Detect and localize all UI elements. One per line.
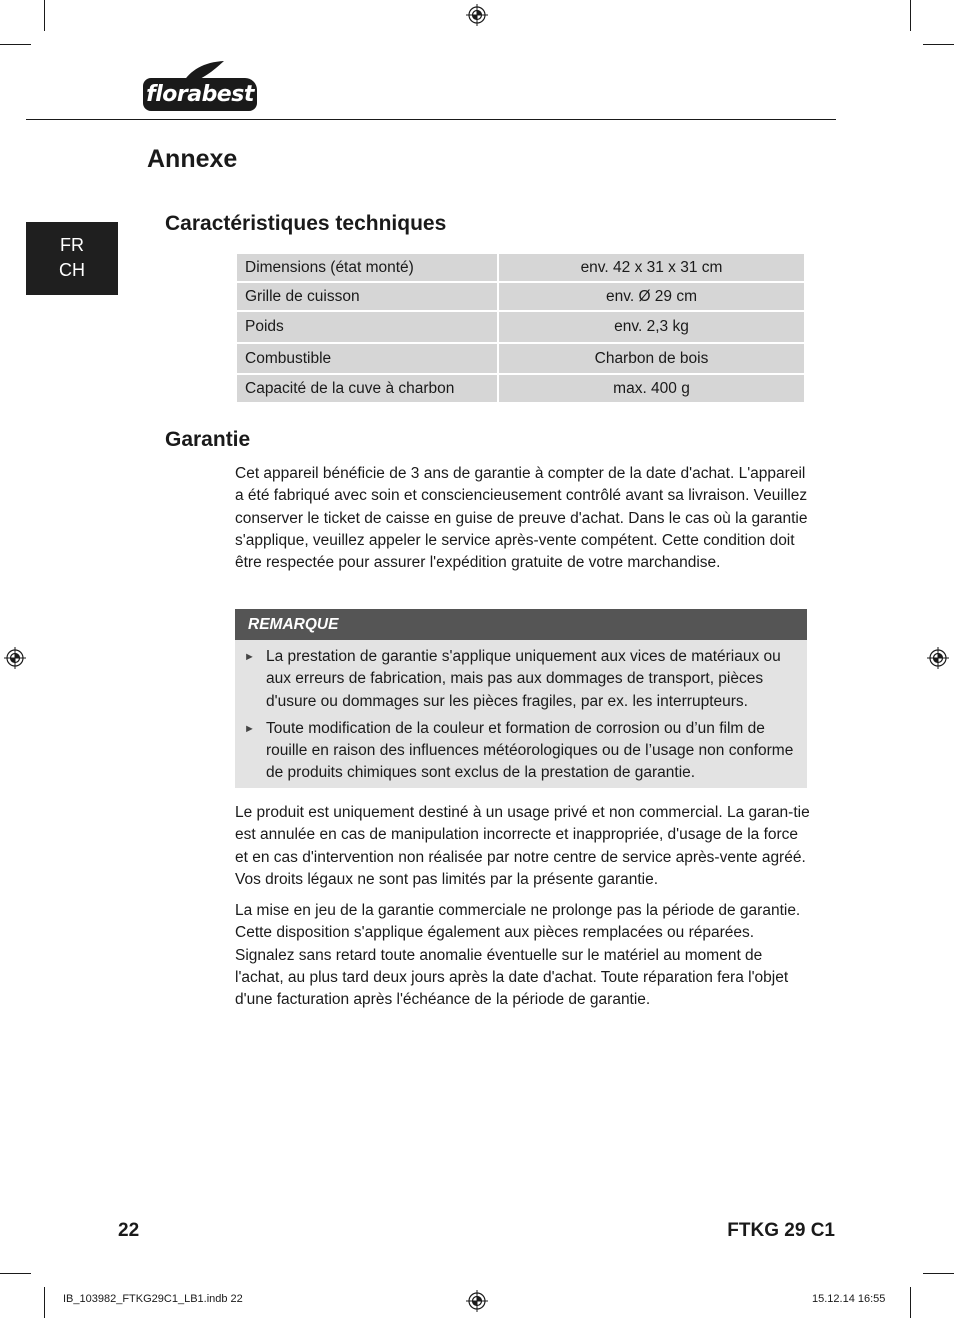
specs-heading: Caractéristiques techniques (165, 212, 447, 235)
list-item (244, 718, 799, 785)
crop-mark (910, 1287, 911, 1318)
crop-mark (44, 1287, 45, 1318)
warranty-intro: Cet appareil bénéficie de 3 ans de garantie à compter de la date d'achat. L'appareil a été fabriqué avec soin et consciencieusement contrôlé avant sa livraison. Veuillez conserver le ticket de caisse en guise de preuve d'achat. Dans le cas où la garantie s'applique, veuillez appeler le service après-vente compétent. Cette condition doit être respectée pour assurer l'expédition gratuite de votre marchandise. (235, 465, 808, 572)
spec-label: Poids (237, 312, 497, 342)
warranty-paragraph: La mise en jeu de la garantie commerciale ne prolonge pas la période de garantie. Cette disposition s'applique également aux pièces remplacées ou réparées. Signalez sans retard toute anomalie éventuelle sur le matériel au moment de l'achat, au plus tard deux jours après la date d'achat. Toute réparation fera l'objet d'une facturation après l'échéance de la période de garantie. (235, 902, 801, 1009)
spec-value: env. 2,3 kg (499, 312, 804, 342)
registration-crosshair-icon (466, 1290, 488, 1312)
brand-logo: florabest (143, 78, 257, 111)
spec-label: Combustible (237, 344, 497, 373)
language-code: FR (60, 235, 84, 255)
table-row (237, 283, 804, 310)
crop-mark (44, 0, 45, 31)
spec-label: Grille de cuisson (237, 283, 497, 310)
note-text: Toute modification de la couleur et formation de corrosion ou d’un film de rouille en raison des influences météorologiques ou de l’usage non conforme de produits chimiques sont exclus de la prestation de garantie. (266, 719, 794, 782)
model-number: FTKG 29 C1 (727, 1220, 835, 1241)
registration-crosshair-icon (4, 647, 26, 669)
triangle-right-icon: ► (244, 651, 255, 663)
crop-mark (923, 1273, 954, 1274)
spec-label: Dimensions (état monté) (237, 254, 497, 281)
note-list (235, 640, 807, 785)
warranty-heading: Garantie (165, 428, 251, 451)
page-number: 22 (118, 1220, 140, 1241)
spec-value: max. 400 g (499, 375, 804, 402)
print-timestamp: 15.12.14 16:55 (812, 1293, 886, 1305)
registration-crosshair-icon (927, 647, 949, 669)
header-rule (26, 119, 836, 120)
file-slug: IB_103982_FTKG29C1_LB1.indb 22 (63, 1293, 243, 1305)
registration-crosshair-icon (466, 4, 488, 26)
specs-table (235, 252, 806, 404)
country-code: CH (59, 260, 85, 280)
list-item (244, 646, 799, 713)
triangle-right-icon: ► (244, 722, 255, 735)
table-row (237, 344, 804, 373)
spec-value: env. 42 x 31 x 31 cm (499, 254, 804, 281)
crop-mark (0, 1273, 31, 1274)
crop-mark (923, 44, 954, 45)
page-title: Annexe (147, 145, 238, 173)
crop-mark (0, 44, 31, 45)
table-row (237, 254, 804, 281)
spec-value: Charbon de bois (499, 344, 804, 373)
note-text: La prestation de garantie s'applique uniquement aux vices de matériaux ou aux erreurs de fabrication, mais pas aux dommages de transport, pièces d'usure ou dommages sur les pièces fragiles, par ex. les interrupteurs. (266, 648, 781, 710)
note-box (235, 609, 807, 788)
language-tab (26, 222, 118, 295)
spec-label: Capacité de la cuve à charbon (237, 375, 497, 402)
spec-value: env. Ø 29 cm (499, 283, 804, 310)
note-label: REMARQUE (235, 609, 807, 640)
table-row (237, 312, 804, 342)
warranty-paragraph: Le produit est uniquement destiné à un usage privé et non commercial. La garan-tie est annulée en cas de manipulation incorrecte et inappropriée, d'usage de la force et en cas d'intervention non réalisée par notre centre de service après-vente agréé. Vos droits légaux ne sont pas limités par la présente garantie. (235, 804, 810, 888)
table-row (237, 375, 804, 402)
crop-mark (910, 0, 911, 31)
